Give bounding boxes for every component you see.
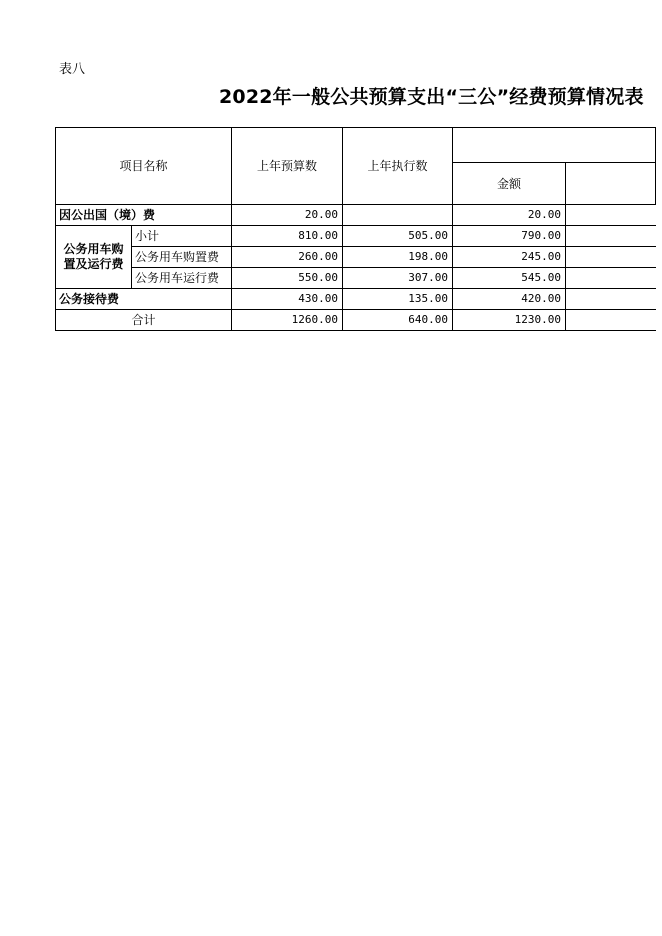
row-label-total: 合计 xyxy=(56,310,232,331)
header-amount: 金额 xyxy=(453,163,566,205)
cell-prev-executed: 135.00 xyxy=(343,289,453,310)
row-group-vehicle: 公务用车购置及运行费 xyxy=(56,226,132,289)
table-row xyxy=(56,247,656,268)
table-viewport xyxy=(55,127,565,338)
cell-amount: 420.00 xyxy=(453,289,566,310)
cell-extra xyxy=(566,205,656,226)
row-label-vehicle-operation: 公务用车运行费 xyxy=(132,268,232,289)
cell-prev-budget: 810.00 xyxy=(232,226,343,247)
cell-prev-executed: 640.00 xyxy=(343,310,453,331)
cell-amount: 545.00 xyxy=(453,268,566,289)
cell-prev-budget: 1260.00 xyxy=(232,310,343,331)
cell-prev-budget: 550.00 xyxy=(232,268,343,289)
sheet-label: 表八 xyxy=(59,62,86,77)
cell-prev-executed: 198.00 xyxy=(343,247,453,268)
row-label-reception: 公务接待费 xyxy=(56,289,232,310)
table-row xyxy=(56,205,656,226)
row-label-vehicle-purchase: 公务用车购置费 xyxy=(132,247,232,268)
cell-amount: 20.00 xyxy=(453,205,566,226)
table-row xyxy=(56,289,656,310)
title-area xyxy=(0,82,644,112)
table-row xyxy=(56,226,656,247)
row-label-vehicle-subtotal: 小计 xyxy=(132,226,232,247)
cell-amount: 1230.00 xyxy=(453,310,566,331)
cell-prev-budget: 20.00 xyxy=(232,205,343,226)
cell-prev-budget: 260.00 xyxy=(232,247,343,268)
page-title: 2022年一般公共预算支出“三公”经费预算情况表 xyxy=(219,86,644,108)
header-extra-cell xyxy=(566,163,656,205)
cell-amount: 790.00 xyxy=(453,226,566,247)
cell-prev-executed: 505.00 xyxy=(343,226,453,247)
cell-amount: 245.00 xyxy=(453,247,566,268)
cell-extra xyxy=(566,268,656,289)
cell-prev-executed: 307.00 xyxy=(343,268,453,289)
header-prev-budget: 上年预算数 xyxy=(232,128,343,205)
header-item-name: 项目名称 xyxy=(56,128,232,205)
cell-prev-executed xyxy=(343,205,453,226)
header-prev-executed: 上年执行数 xyxy=(343,128,453,205)
cell-extra xyxy=(566,289,656,310)
row-label-abroad: 因公出国（境）费 xyxy=(56,205,232,226)
budget-table xyxy=(55,127,656,331)
header-row-top xyxy=(56,128,656,163)
header-current-year-group xyxy=(453,128,656,163)
cell-extra xyxy=(566,226,656,247)
cell-extra xyxy=(566,310,656,331)
table-row-total xyxy=(56,310,656,331)
cell-prev-budget: 430.00 xyxy=(232,289,343,310)
cell-extra xyxy=(566,247,656,268)
table-row xyxy=(56,268,656,289)
